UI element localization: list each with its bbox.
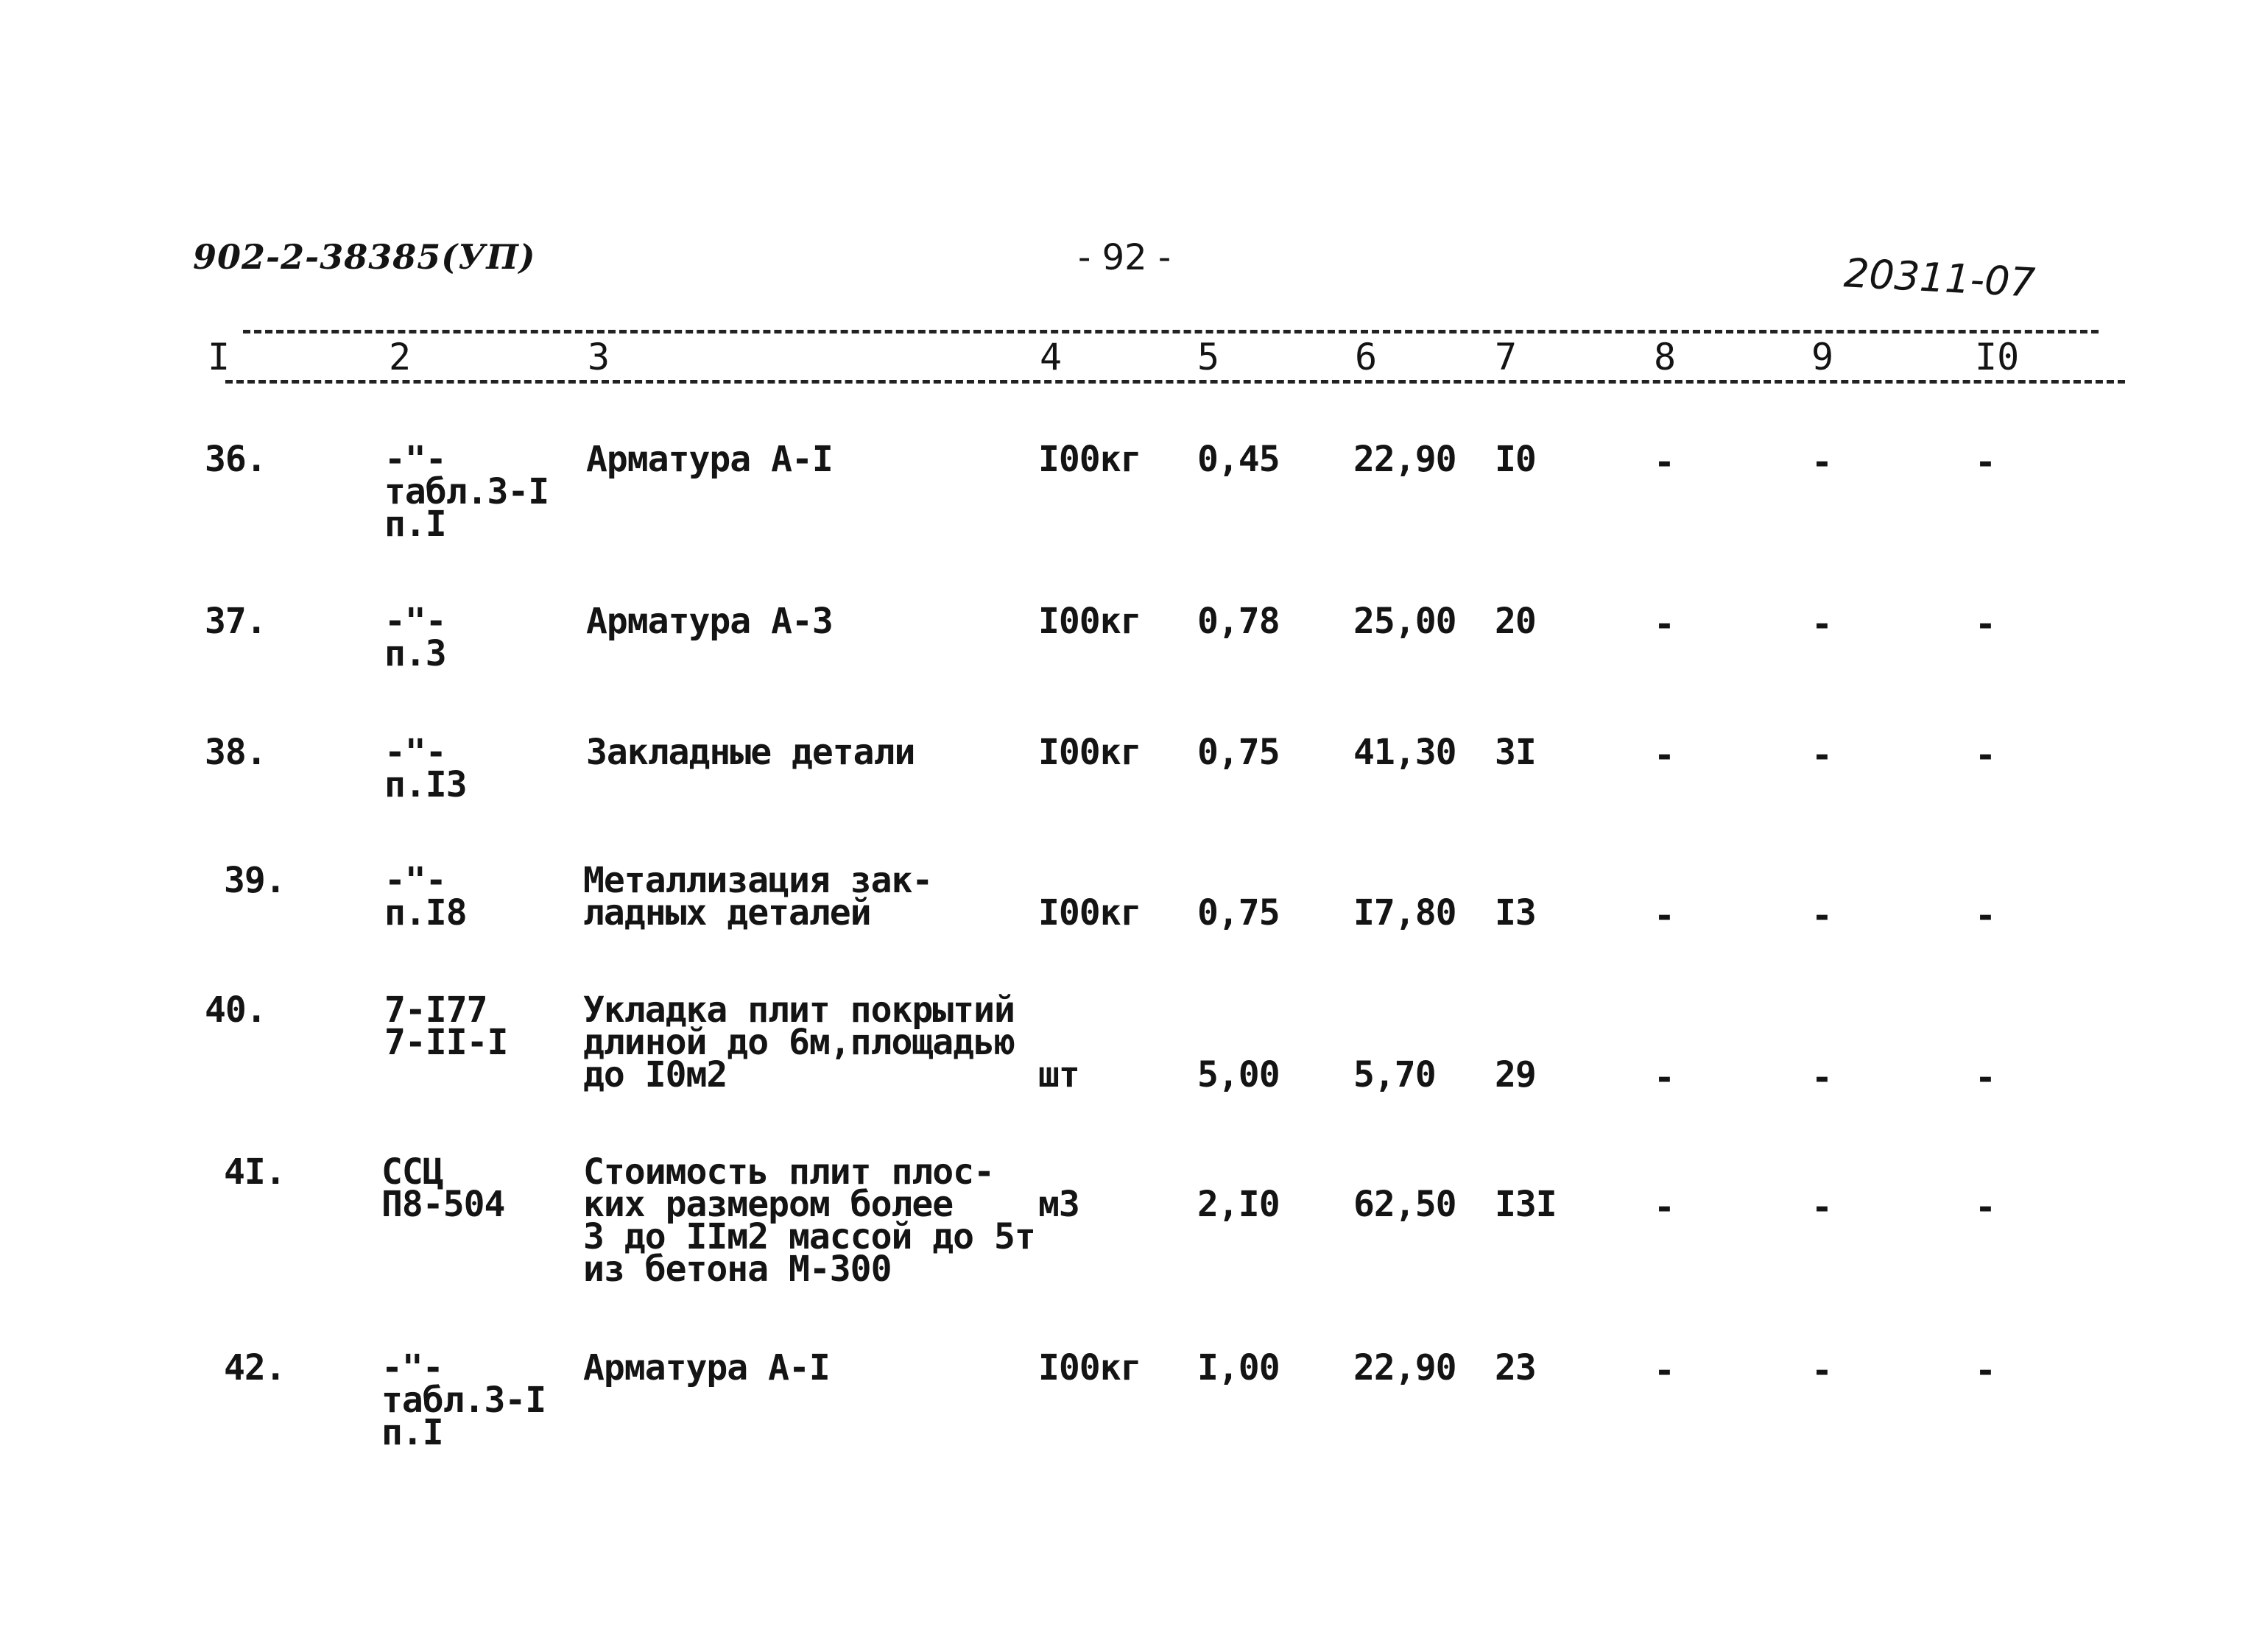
work-description: Арматура А-I — [583, 1347, 830, 1388]
col8-value: - — [1654, 1350, 1675, 1391]
column-number-2: 2 — [389, 336, 412, 378]
work-description: Стоимость плит плос- ких размером более 3 до IIм2 массой до 5т из бетона М-300 — [583, 1151, 1035, 1290]
column-number-5: 5 — [1197, 336, 1220, 378]
quantity: I,00 — [1197, 1347, 1280, 1388]
handwritten-doc-number: 20311-07 — [1842, 250, 2037, 306]
unit: I00кг — [1038, 601, 1141, 642]
quantity: 0,75 — [1197, 892, 1280, 933]
work-description: Закладные детали — [586, 732, 915, 773]
work-description: Металлизация зак- ладных деталей — [583, 860, 933, 933]
unit: м3 — [1038, 1184, 1079, 1225]
document-code: 902-2-38385(УП) — [193, 237, 536, 277]
col9-value: - — [1811, 895, 1833, 936]
norm-reference: -"- табл.3-I п.I — [384, 439, 549, 545]
header-rule-bottom — [225, 380, 2125, 384]
total-cost: I3I — [1495, 1184, 1557, 1225]
work-description: Арматура А-3 — [586, 601, 833, 642]
unit-price: 62,50 — [1353, 1184, 1456, 1225]
work-description: Арматура А-I — [586, 439, 833, 480]
unit-price: I7,80 — [1353, 892, 1456, 933]
column-number-4: 4 — [1040, 336, 1063, 378]
page-number: - 92 - — [1078, 237, 1171, 278]
col9-value: - — [1811, 1057, 1833, 1098]
work-description: Укладка плит покрытий длиной до 6м,площадью до I0м2 — [583, 989, 1015, 1095]
total-cost: 29 — [1495, 1054, 1536, 1095]
col8-value: - — [1654, 735, 1675, 776]
unit: I00кг — [1038, 1347, 1141, 1388]
col9-value: - — [1811, 735, 1833, 776]
column-number-9: 9 — [1811, 336, 1834, 378]
col10-value: - — [1975, 604, 1996, 645]
col8-value: - — [1654, 895, 1675, 936]
col10-value: - — [1975, 895, 1996, 936]
unit: I00кг — [1038, 732, 1141, 773]
unit: I00кг — [1038, 439, 1141, 480]
unit: шт — [1038, 1054, 1079, 1095]
col10-value: - — [1975, 735, 1996, 776]
column-number-8: 8 — [1654, 336, 1677, 378]
quantity: 0,45 — [1197, 439, 1280, 480]
column-number-1: I — [208, 336, 230, 378]
norm-reference: -"- табл.3-I п.I — [381, 1347, 546, 1453]
column-number-3: 3 — [588, 336, 610, 378]
quantity: 5,00 — [1197, 1054, 1280, 1095]
col8-value: - — [1654, 1057, 1675, 1098]
norm-reference: -"- п.I8 — [384, 860, 467, 933]
col9-value: - — [1811, 442, 1833, 483]
norm-reference: -"- п.3 — [384, 601, 446, 674]
norm-reference: -"- п.I3 — [384, 732, 467, 805]
col10-value: - — [1975, 442, 1996, 483]
unit-price: 25,00 — [1353, 601, 1456, 642]
total-cost: 3I — [1495, 732, 1536, 773]
row-number: 4I. — [224, 1151, 286, 1193]
col8-value: - — [1654, 604, 1675, 645]
col10-value: - — [1975, 1057, 1996, 1098]
total-cost: I0 — [1495, 439, 1536, 480]
norm-reference: ССЦ П8-504 — [381, 1151, 505, 1225]
total-cost: 23 — [1495, 1347, 1536, 1388]
col8-value: - — [1654, 1187, 1675, 1228]
unit-price: 5,70 — [1353, 1054, 1436, 1095]
row-number: 42. — [224, 1347, 286, 1388]
column-number-6: 6 — [1355, 336, 1378, 378]
unit-price: 22,90 — [1353, 1347, 1456, 1388]
unit-price: 22,90 — [1353, 439, 1456, 480]
unit: I00кг — [1038, 892, 1141, 933]
col9-value: - — [1811, 1350, 1833, 1391]
col9-value: - — [1811, 604, 1833, 645]
col8-value: - — [1654, 442, 1675, 483]
total-cost: I3 — [1495, 892, 1536, 933]
row-number: 36. — [205, 439, 267, 480]
column-number-10: I0 — [1975, 336, 2020, 378]
col9-value: - — [1811, 1187, 1833, 1228]
column-number-7: 7 — [1495, 336, 1518, 378]
norm-reference: 7-I77 7-II-I — [384, 989, 508, 1063]
header-rule-top — [243, 330, 2099, 333]
total-cost: 20 — [1495, 601, 1536, 642]
row-number: 37. — [205, 601, 267, 642]
col10-value: - — [1975, 1187, 1996, 1228]
col10-value: - — [1975, 1350, 1996, 1391]
row-number: 40. — [205, 989, 267, 1031]
row-number: 39. — [224, 860, 286, 901]
unit-price: 41,30 — [1353, 732, 1456, 773]
quantity: 0,75 — [1197, 732, 1280, 773]
quantity: 2,I0 — [1197, 1184, 1280, 1225]
quantity: 0,78 — [1197, 601, 1280, 642]
row-number: 38. — [205, 732, 267, 773]
